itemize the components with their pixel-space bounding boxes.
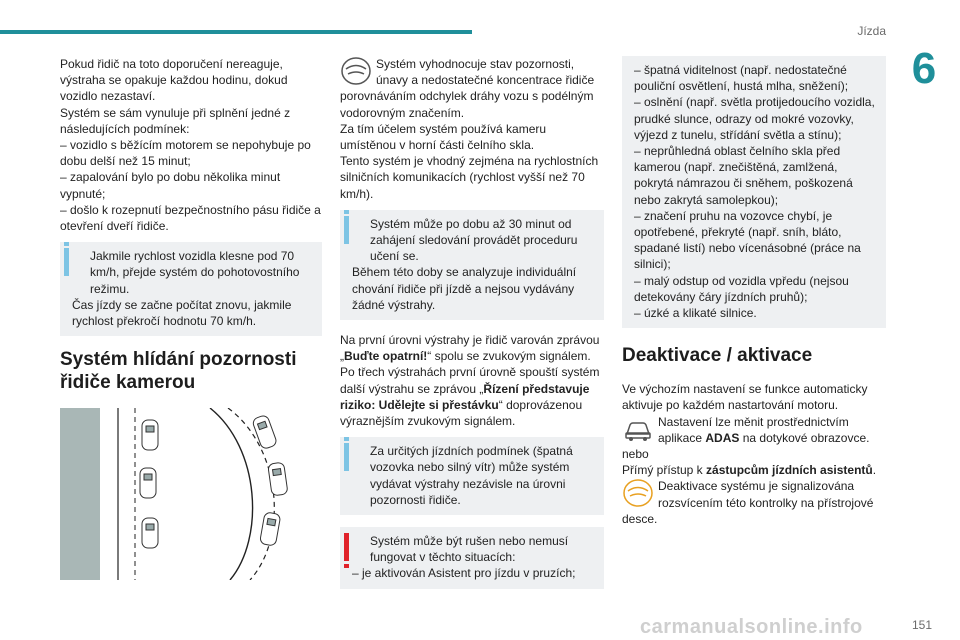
info-icon — [344, 443, 349, 471]
text-run: . — [872, 463, 877, 478]
warning-list-item: – značení pruhu na vozovce chybí, je opotřebené, překryté (např. sníh, bláto, spadané listí) nebo vícenásobné (práce na silnici); — [634, 208, 861, 272]
warning-list-item: – úzké a klikaté silnice. — [634, 306, 757, 321]
bold-text: Buďte opatrní! — [344, 349, 428, 364]
info-box — [340, 437, 604, 515]
text-run: Na první úrovni výstrahy je řidič varován zprávou „ — [340, 333, 600, 364]
warning-list-item: – neprůhledná oblast čelního skla před kamerou (např. znečištěná, zamlžená, pokrytá námrazou či sněhem, poškozená nebo zakrytá samolepkou); — [634, 144, 853, 207]
warning-list-item: – špatná viditelnost (např. nedostatečné pouliční osvětlení, hustá mlha, sněžení); — [634, 63, 849, 94]
chapter-number: 6 — [911, 44, 937, 93]
warning-icon — [344, 533, 349, 561]
warning-text: Systém může být rušen nebo nemusí fungovat v těchto situacích: — [370, 534, 569, 565]
paragraph: Systém se sám vynuluje při splnění jedné z následujících podmínek: — [60, 105, 291, 136]
warning-continued-box — [622, 56, 886, 328]
info-text: Systém může po dobu až 30 minut od zahájení sledování provádět proceduru učení se. — [370, 216, 578, 264]
info-icon — [64, 248, 69, 276]
info-text: Čas jízdy se začne počítat znovu, jakmile rychlost překročí hodnotu 70 km/h. — [72, 297, 292, 329]
paragraph: Za tím účelem systém používá kameru umístěnou v horní části čelního skla. — [340, 121, 547, 153]
bold-text: zástupcům jízdních asistentů — [706, 463, 873, 478]
paragraph: Ve výchozím nastavení se funkce automaticky aktivuje po každém nastartování motoru. — [622, 382, 868, 413]
driver-attention-warning-icon — [340, 56, 372, 86]
paragraph: Deaktivace systému je signalizována rozsvícením této kontrolky na přístrojové desce. — [622, 479, 874, 526]
info-icon — [344, 216, 349, 244]
text-run: Nastavení lze měnit prostřednictvím aplikace — [658, 414, 849, 445]
bold-text: Řízení představuje riziko: Udělejte si přestávku — [340, 381, 590, 412]
text-run: Přímý přístup k — [622, 463, 707, 478]
text-run: “ doprovázenou výraznějším zvukovým signálem. — [340, 397, 583, 429]
list-item: – zapalování bylo po dobu několika minut vypnuté; — [60, 170, 281, 201]
section-heading: Systém hlídání pozornosti řidiče kamerou — [60, 349, 297, 394]
info-text: Během této doby se analyzuje individuální chování řidiče při jízdě a nejsou vydávány žádné výstrahy. — [352, 265, 577, 312]
paragraph — [340, 332, 604, 429]
chapter-label: Jízda — [857, 24, 886, 38]
paragraph: Tento systém je vhodný zejména na rychlostních silničních komunikacích (rychlost vyšší než 70 km/h). — [340, 154, 599, 201]
lane-drift-illustration — [60, 408, 322, 580]
driver-attention-indicator-icon — [622, 478, 654, 508]
section-heading: Deaktivace / aktivace — [622, 345, 813, 367]
info-box — [340, 210, 604, 320]
indicator-block — [622, 478, 886, 527]
text-run: “ spolu se zvukovým signálem. Po třech výstrahách první úrovně spouští systém další výstrahu se zprávou „ — [340, 349, 600, 396]
warning-list-item: – oslnění (např. světla protijedoucího vozidla, prudké slunce, odrazy od mokré vozovky, výjezd z tunelu, střídání světla a stínu); — [634, 95, 875, 142]
warning-box — [340, 527, 604, 589]
text-run: na dotykové obrazovce. — [739, 430, 870, 445]
bold-text: ADAS — [705, 430, 740, 445]
warning-list-item: – je aktivován Asistent pro jízdu v pruzích; — [352, 566, 576, 581]
paragraph: nebo — [622, 447, 649, 462]
info-box — [60, 242, 322, 336]
column-2 — [340, 56, 604, 601]
page-number: 151 — [912, 618, 933, 632]
list-item: – vozidlo s běžícím motorem se nepohybuje po dobu delší než 15 minut; — [60, 138, 311, 169]
info-text: Za určitých jízdních podmínek (špatná vozovka nebo silný vítr) může systém vydávat výstrahy nezávisle na úrovni pozornosti řidiče. — [370, 444, 573, 507]
info-text: Jakmile rychlost vozidla klesne pod 70 km/h, přejde systém do pohotovostního režimu. — [90, 249, 300, 296]
chapter-accent-bar — [0, 30, 472, 34]
paragraph — [622, 462, 886, 478]
paragraph: Systém vyhodnocuje stav pozornosti, únavy a nedostatečné koncentrace řidiče porovnáváním odchylek dráhy vozu s podélným vodorovným značením. — [340, 57, 595, 120]
watermark: carmanualsonline.info — [640, 616, 863, 638]
list-item: – došlo k rozepnutí bezpečnostního pásu řidiče a otevření dveří řidiče. — [60, 202, 321, 234]
adas-setting-block — [622, 414, 886, 446]
paragraph — [622, 414, 886, 446]
column-1 — [60, 56, 322, 580]
car-settings-icon — [622, 414, 654, 444]
warning-list-item: – malý odstup od vozidla vpředu (nejsou detekovány čáry jízdních pruhů); — [634, 273, 849, 304]
paragraph: Pokud řidič na toto doporučení nereaguje, výstraha se opakuje každou hodinu, dokud vozidlo nezastaví. — [60, 57, 288, 104]
column-3 — [622, 56, 886, 527]
